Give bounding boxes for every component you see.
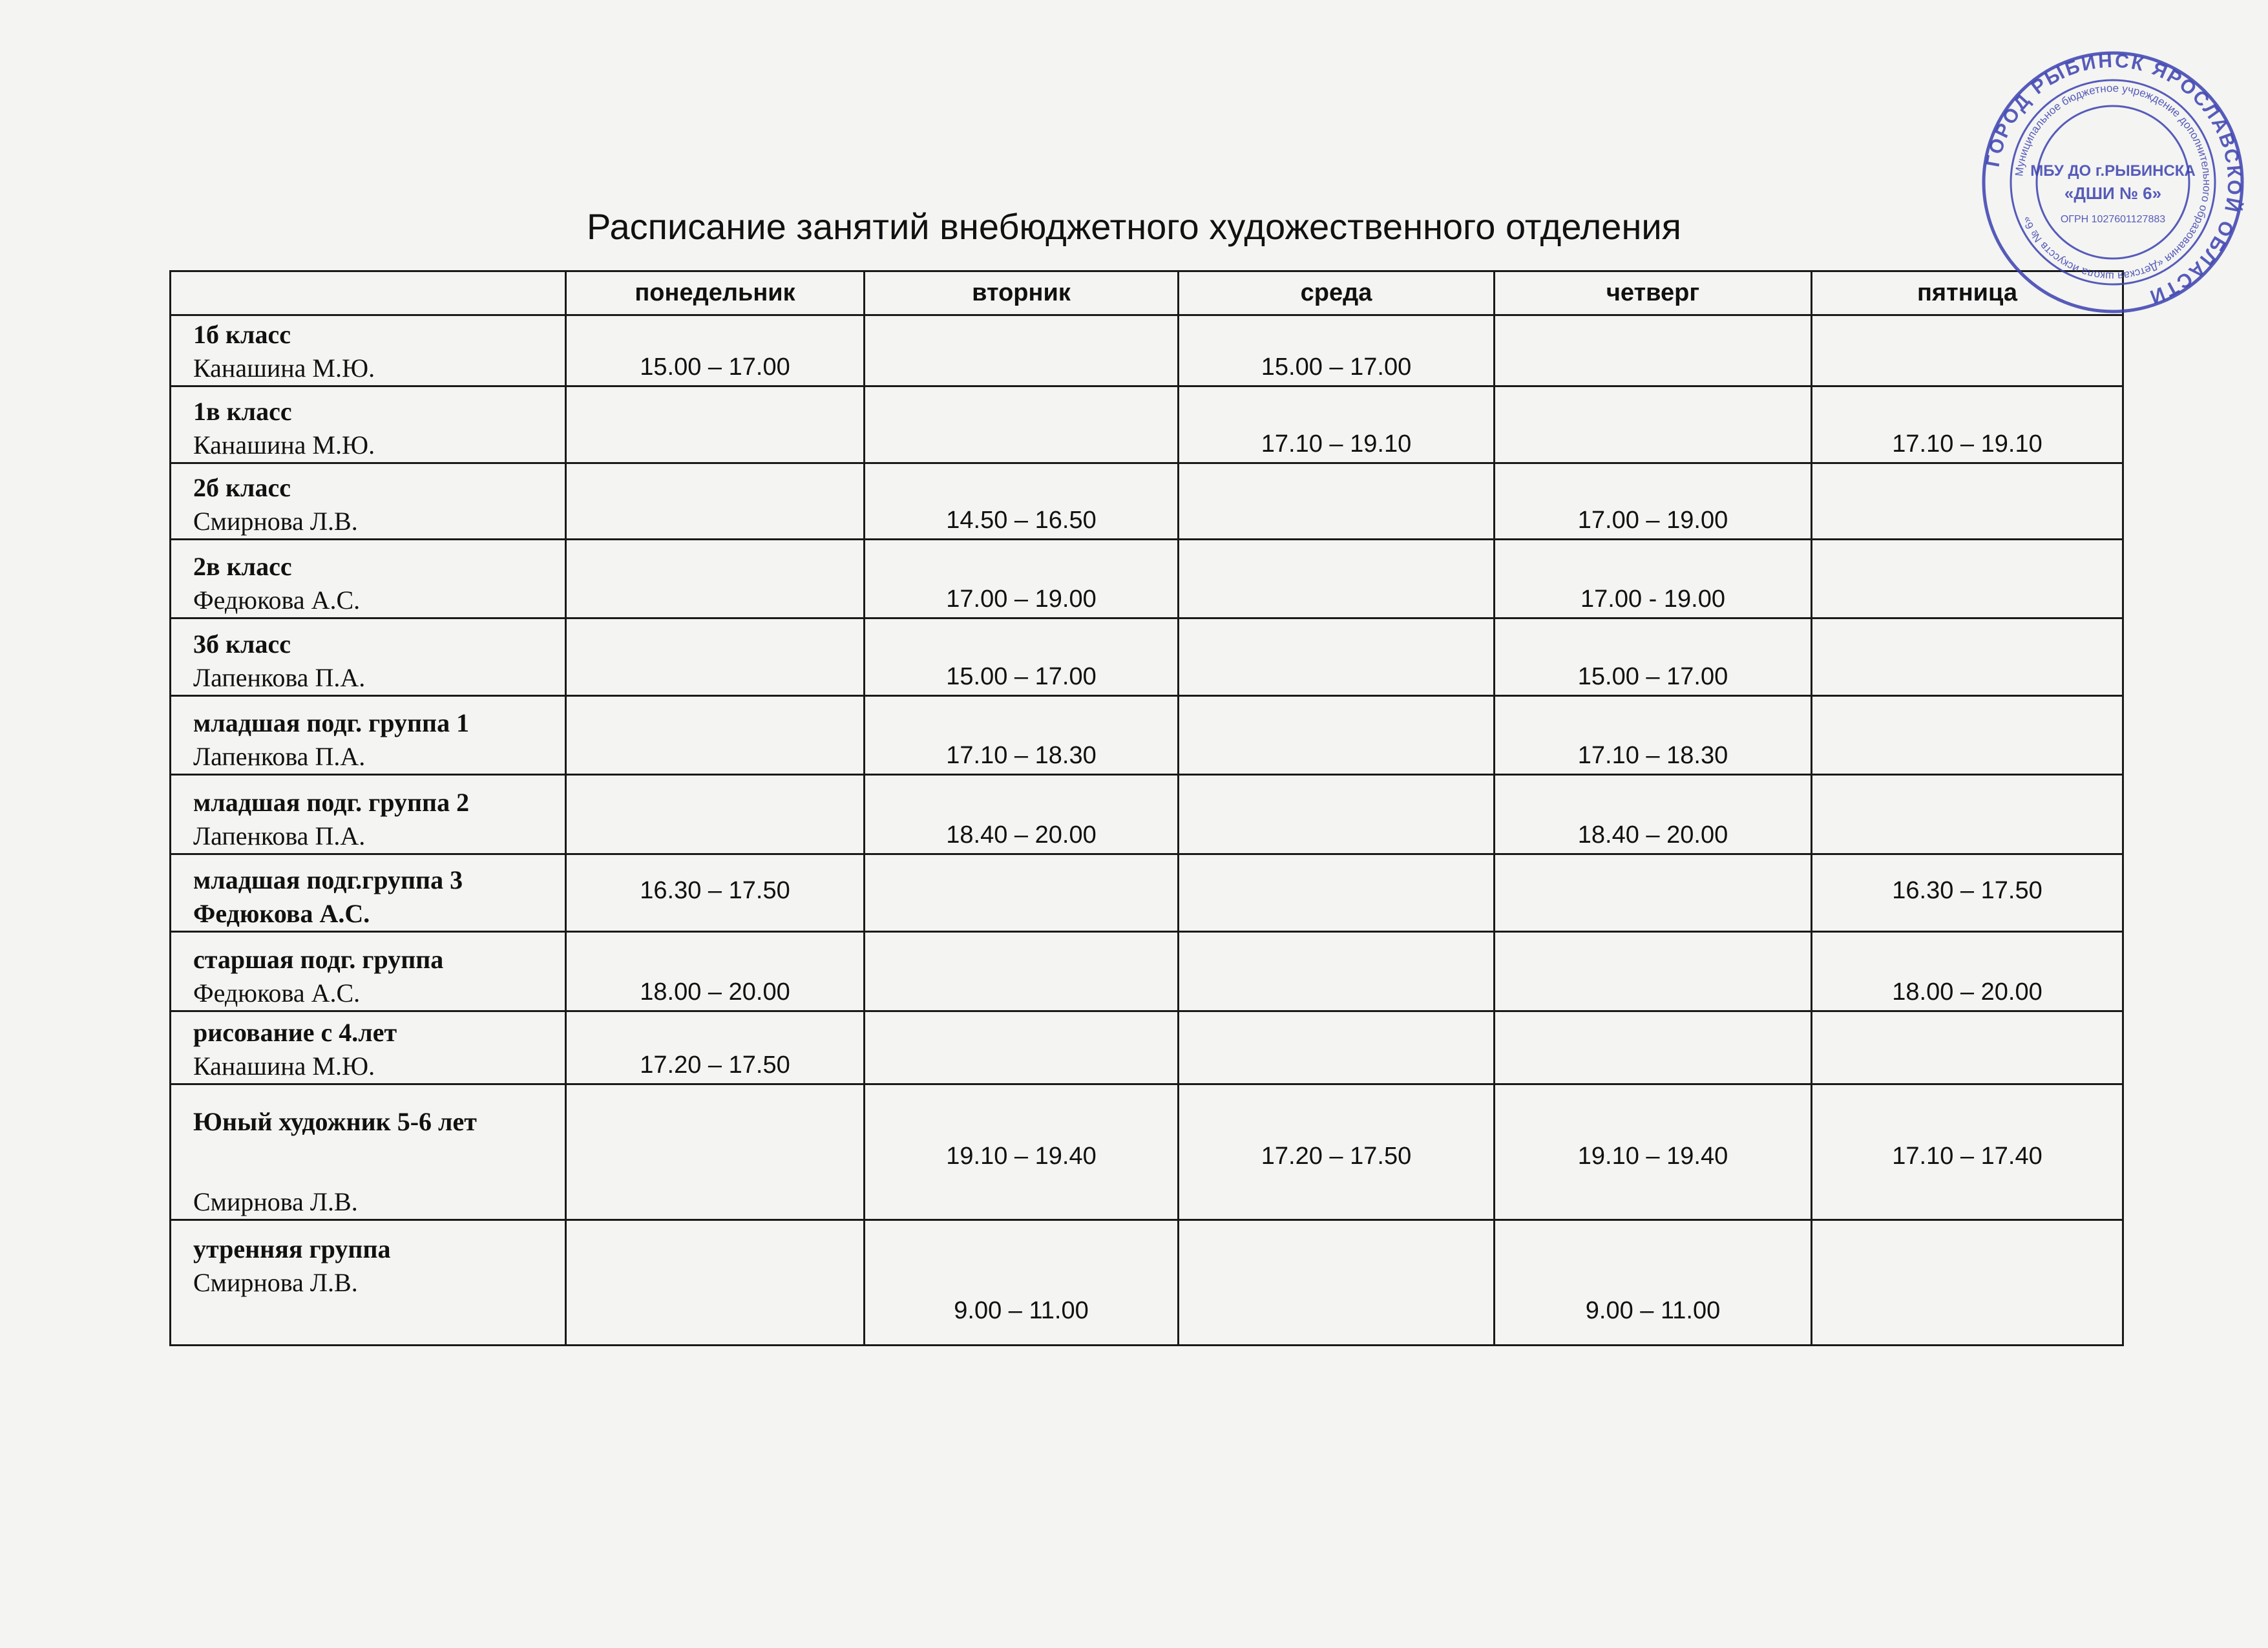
- group-cell: [171, 618, 566, 696]
- time-cell: 17.10 – 18.30: [865, 696, 1179, 775]
- stamp-inner-text: Муниципальное бюджетное учреждение дополнительного образования «Детская школа искусств № 6»: [2013, 81, 2214, 283]
- header-day-friday: пятница: [1812, 271, 2123, 315]
- time-cell: [566, 1220, 865, 1346]
- header-day-monday: понедельник: [566, 271, 865, 315]
- teacher-name: Смирнова Л.В.: [193, 507, 358, 536]
- time-cell: 18.00 – 20.00: [1812, 932, 2123, 1011]
- group-name: младшая подг. группа 2: [193, 788, 470, 817]
- time-cell: [1812, 775, 2123, 854]
- table-row: [171, 463, 2123, 540]
- group-name: старшая подг. группа: [193, 945, 444, 974]
- table-row: [171, 932, 2123, 1011]
- time-cell: [566, 463, 865, 540]
- spacer: [193, 1139, 565, 1185]
- time-cell: 15.00 – 17.00: [865, 618, 1179, 696]
- time-cell: [1812, 696, 2123, 775]
- time-cell: [1495, 1011, 1812, 1084]
- time-cell: 15.00 – 17.00: [1495, 618, 1812, 696]
- time-cell: 19.10 – 19.40: [1495, 1084, 1812, 1220]
- time-cell: 17.10 – 17.40: [1812, 1084, 2123, 1220]
- time-cell: [1812, 315, 2123, 386]
- page-title: Расписание занятий внебюджетного художественного отделения: [587, 206, 1681, 247]
- time-cell: 9.00 – 11.00: [865, 1220, 1179, 1346]
- teacher-name: Смирнова Л.В.: [193, 1268, 358, 1297]
- time-cell: 16.30 – 17.50: [566, 854, 865, 932]
- time-cell: 17.00 - 19.00: [1495, 540, 1812, 618]
- group-cell: [171, 386, 566, 463]
- time-cell: [1495, 315, 1812, 386]
- teacher-name: Лапенкова П.А.: [193, 663, 366, 692]
- time-cell: [566, 618, 865, 696]
- table-row: [171, 540, 2123, 618]
- time-cell: [1812, 1011, 2123, 1084]
- teacher-name: Федюкова А.С.: [193, 899, 370, 928]
- time-cell: 17.10 – 19.10: [1812, 386, 2123, 463]
- time-cell: [865, 854, 1179, 932]
- time-cell: 15.00 – 17.00: [566, 315, 865, 386]
- group-name: 2в класс: [193, 552, 292, 581]
- time-cell: [1179, 932, 1495, 1011]
- teacher-name: Канашина М.Ю.: [193, 1051, 375, 1081]
- table-row: [171, 775, 2123, 854]
- group-cell: [171, 1084, 566, 1220]
- time-cell: [1495, 854, 1812, 932]
- time-cell: 14.50 – 16.50: [865, 463, 1179, 540]
- schedule-table: [169, 270, 2124, 1346]
- time-cell: [1179, 463, 1495, 540]
- time-cell: [1495, 386, 1812, 463]
- time-cell: [566, 775, 865, 854]
- time-cell: [1812, 618, 2123, 696]
- teacher-name: Федюкова А.С.: [193, 978, 361, 1008]
- stamp-ogrn: ОГРН 1027601127883: [2060, 214, 2166, 225]
- group-cell: [171, 540, 566, 618]
- time-cell: 19.10 – 19.40: [865, 1084, 1179, 1220]
- stamp-mid-ring: [2011, 80, 2215, 284]
- teacher-name: Лапенкова П.А.: [193, 821, 366, 850]
- time-cell: [1179, 696, 1495, 775]
- group-name: Юный художник 5-6 лет: [193, 1107, 477, 1136]
- table-row: [171, 854, 2123, 932]
- time-cell: 18.00 – 20.00: [566, 932, 865, 1011]
- time-cell: 17.00 – 19.00: [1495, 463, 1812, 540]
- time-cell: [1179, 1220, 1495, 1346]
- group-name: младшая подг.группа 3: [193, 865, 463, 894]
- teacher-name: Канашина М.Ю.: [193, 430, 375, 460]
- time-cell: 17.10 – 18.30: [1495, 696, 1812, 775]
- table-row: [171, 386, 2123, 463]
- time-cell: 17.00 – 19.00: [865, 540, 1179, 618]
- group-name: 3б класс: [193, 629, 291, 659]
- teacher-name: Лапенкова П.А.: [193, 742, 366, 771]
- time-cell: 17.10 – 19.10: [1179, 386, 1495, 463]
- time-cell: [1179, 618, 1495, 696]
- time-cell: [1179, 775, 1495, 854]
- stamp-seal: [1977, 47, 2249, 318]
- teacher-name: Канашина М.Ю.: [193, 354, 375, 383]
- header-row: [171, 271, 2123, 315]
- stamp-center-line1: МБУ ДО г.РЫБИНСКА: [2030, 162, 2196, 180]
- time-cell: [1179, 854, 1495, 932]
- table-row: [171, 1220, 2123, 1346]
- time-cell: 18.40 – 20.00: [1495, 775, 1812, 854]
- table-row: [171, 696, 2123, 775]
- time-cell: 16.30 – 17.50: [1812, 854, 2123, 932]
- time-cell: [865, 1011, 1179, 1084]
- group-cell: [171, 315, 566, 386]
- time-cell: 9.00 – 11.00: [1495, 1220, 1812, 1346]
- table-row: [171, 1011, 2123, 1084]
- stamp-outer-text: ГОРОД РЫБИНСК ЯРОСЛАВСКОЙ ОБЛАСТИ: [1982, 50, 2245, 308]
- header-day-tuesday: вторник: [865, 271, 1179, 315]
- group-name: 1в класс: [193, 397, 292, 426]
- time-cell: [566, 540, 865, 618]
- time-cell: [1812, 463, 2123, 540]
- time-cell: [1495, 932, 1812, 1011]
- group-cell: [171, 1220, 566, 1346]
- group-cell: [171, 463, 566, 540]
- time-cell: [865, 932, 1179, 1011]
- time-cell: [865, 315, 1179, 386]
- teacher-name: Федюкова А.С.: [193, 586, 361, 615]
- group-cell: [171, 932, 566, 1011]
- group-name: рисование с 4.лет: [193, 1018, 397, 1047]
- group-name: утренняя группа: [193, 1234, 391, 1263]
- teacher-name: Смирнова Л.В.: [193, 1187, 358, 1216]
- group-cell: [171, 775, 566, 854]
- table-row: [171, 618, 2123, 696]
- time-cell: [1179, 540, 1495, 618]
- group-cell: [171, 1011, 566, 1084]
- time-cell: 15.00 – 17.00: [1179, 315, 1495, 386]
- time-cell: [1812, 540, 2123, 618]
- table-row: [171, 1084, 2123, 1220]
- time-cell: [1179, 1011, 1495, 1084]
- svg-text:Муниципальное бюджетное учрежд: [2013, 82, 2213, 282]
- table-row: [171, 315, 2123, 386]
- time-cell: [566, 696, 865, 775]
- time-cell: [865, 386, 1179, 463]
- time-cell: 17.20 – 17.50: [1179, 1084, 1495, 1220]
- header-corner: [171, 271, 566, 315]
- stamp-center-line2: «ДШИ № 6»: [2064, 184, 2162, 203]
- group-name: 2б класс: [193, 473, 291, 502]
- time-cell: [566, 1084, 865, 1220]
- group-name: 1б класс: [193, 320, 291, 349]
- group-cell: [171, 696, 566, 775]
- time-cell: 18.40 – 20.00: [865, 775, 1179, 854]
- group-name: младшая подг. группа 1: [193, 708, 470, 737]
- stamp-inner-ring: [2037, 106, 2189, 259]
- header-day-wednesday: среда: [1179, 271, 1495, 315]
- time-cell: 17.20 – 17.50: [566, 1011, 865, 1084]
- header-day-thursday: четверг: [1495, 271, 1812, 315]
- time-cell: [566, 386, 865, 463]
- time-cell: [1812, 1220, 2123, 1346]
- group-cell: [171, 854, 566, 932]
